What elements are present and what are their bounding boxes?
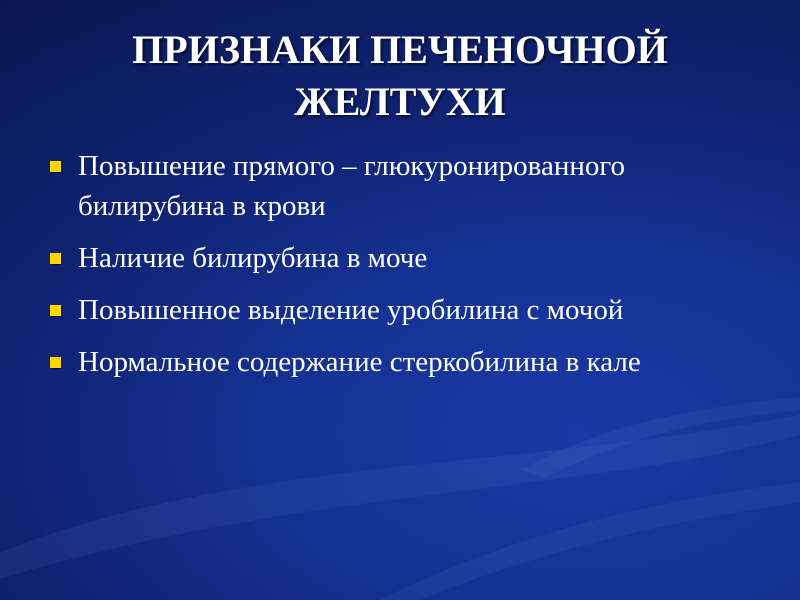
- bullet-text: Наличие билирубина в моче: [78, 242, 428, 274]
- bullet-list: [46, 146, 756, 394]
- slide-title: [40, 24, 760, 128]
- bullet-text: Повышение прямого – глюкуронированного билирубина в крови: [78, 150, 626, 222]
- title-line-2: ЖЕЛТУХИ: [294, 79, 506, 124]
- square-bullet-icon: [50, 253, 61, 264]
- bullet-item: [46, 238, 756, 278]
- title-line-1: ПРИЗНАКИ ПЕЧЕНОЧНОЙ: [132, 27, 668, 72]
- square-bullet-icon: [50, 161, 61, 172]
- bullet-item: [46, 290, 756, 330]
- bullet-item: [46, 146, 756, 226]
- bullet-text: Нормальное содержание стеркобилина в кале: [78, 346, 641, 378]
- bullet-text: Повышенное выделение уробилина с мочой: [78, 294, 624, 326]
- square-bullet-icon: [50, 305, 61, 316]
- bullet-item: [46, 342, 756, 382]
- square-bullet-icon: [50, 357, 61, 368]
